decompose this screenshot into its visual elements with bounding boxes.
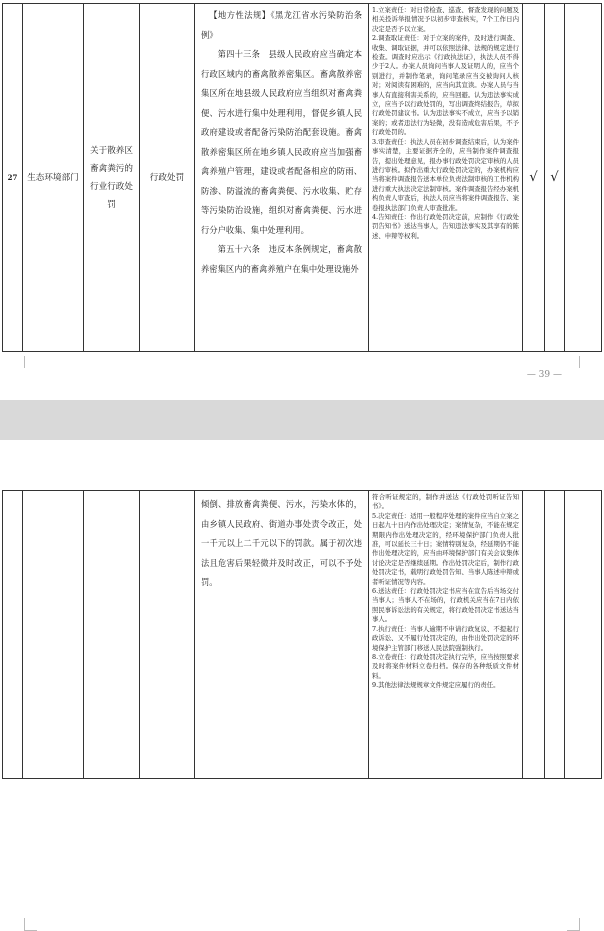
- check-cell-2: [545, 491, 565, 779]
- document-page-39: [0, 0, 604, 400]
- check-cell-1: [523, 491, 545, 779]
- page-number-text: — 39 —: [526, 370, 562, 380]
- duty-item: 1.立案责任：对日常检查、巡查、督查发现的问题及相关投诉举报情况予以初步审查核实，7个工作日内决定是否予以立案。: [372, 6, 519, 33]
- duty-item: 7.执行责任：当事人逾期不申请行政复议、不提起行政诉讼、又不履行处罚决定的，由作出处罚决定的环境保护主管部门移送人民法院强制执行。: [372, 624, 519, 652]
- duty-item: 5.决定责任：适用一般程序处理的案件应当自立案之日起九十日内作出处理决定；案情复杂，不能在规定期限内作出处理决定的，经环境保护部门负责人批准，可以延长三十日；案情特别复杂，经延期仍不能作出处理决定的，应当由环境保护部门有关会议集体讨论决定是否继续延期。作出处罚决定后，制作行政处罚决定书，载明行政处罚告知、当事人陈述申辩或者听证情况等内容。: [372, 511, 519, 586]
- crop-mark: [567, 918, 580, 931]
- duty-item: 6.送达责任：行政处罚决定书应当在宣告后当场交付当事人；当事人不在场的，行政机关应当在7日内依照民事诉讼法的有关规定，将行政处罚决定书送达当事人。: [372, 587, 519, 624]
- duty-item: 符合听证规定的，制作并送达《行政处罚听证告知书》。: [372, 493, 519, 511]
- responsibility-cell: [369, 491, 523, 779]
- responsibility-cell: [369, 4, 523, 352]
- power-type-cell: [140, 491, 195, 779]
- duty-item: 4.告知责任：作出行政处罚决定前，应制作《行政处罚告知书》送达当事人，告知违法事实及其享有的陈述、申辩等权利。: [372, 212, 519, 240]
- crop-mark: [567, 356, 580, 368]
- department-cell: [23, 491, 84, 779]
- document-page-40: [0, 440, 604, 779]
- duty-item: 3.审查责任：执法人员在初步调查结束后，认为案件事实清楚，主要证据齐全的，应当制作案件调查报告，提出处理意见，报办事行政处罚决定审核的人员进行审核。拟作出重大行政处罚决定的，办案机构应当将案件调查报告送本单位负责法制审核的工作机构进行重大执法决定法制审核。案件调查报告经办案机构负责人审查后，执法人员应当将案件调查报告、案卷报执法部门负责人审查批准。: [372, 137, 519, 212]
- item-name-cell: 关于散养区畜禽粪污的行业行政处罚: [84, 4, 140, 352]
- article-43: 第四十三条 县级人民政府应当确定本行政区域内的畜禽散养密集区。畜禽散养密集区所在地县级人民政府应当组织对畜禽粪便、污水进行集中处理利用，督促乡镇人民政府建设或者配备污染防治配套设施。畜禽散养密集区所在地乡镇人民政府应当加强畜禽养殖户管理，建设或者配备相应的防雨、防渗、防溢流的畜禽粪便、污水收集、贮存等污染防治设施，组织对畜禽粪便、污水进行分户收集、集中处理利用。: [201, 49, 362, 235]
- check-mark-2: √: [545, 4, 565, 352]
- remarks-cell: [565, 4, 602, 352]
- article-56-continued: 倾倒、排放畜禽粪便、污水，污染水体的，由乡镇人民政府、街道办事处责令改正，处一千元以上二千元以下的罚款。属于初次违法且危害后果轻微并及时改正，可以不予处罚。: [201, 499, 362, 587]
- department-cell: 生态环境部门: [23, 4, 84, 352]
- duty-item: 8.立卷责任：行政处罚决定执行完毕，应当按照要求及时将案件材料立卷归档。保存的各种纸质文件材料。: [372, 652, 519, 680]
- duty-item: 2.调查取证责任：对于立案的案件，及时进行调查、收集、调取证据，并可以依照法律、法规的规定进行检查。调查时应出示《行政执法证》，执法人员不得少于2人。办案人员询问当事人及证明人的，应当个别进行，并制作笔录，询问笔录应当交被询问人核对；对阅读有困难的，应当向其宣读。办案人员与当事人有直接利害关系的，应当回避。认为违法事实成立，应当予以行政处罚的，写出调查终结报告，草拟行政处罚建议书。认为违法事实不成立，应当予以销案的；或者违法行为轻微，没有造成危害后果，不予行政处罚的。: [372, 34, 519, 137]
- table-row: [3, 491, 602, 779]
- crop-mark: [24, 918, 37, 931]
- crop-mark: [24, 356, 37, 368]
- page-separator: [0, 400, 604, 440]
- remarks-cell: [565, 491, 602, 779]
- duty-item: 9.其他法律法规规章文件规定应履行的责任。: [372, 681, 500, 690]
- power-type-cell: 行政处罚: [140, 4, 195, 352]
- article-56: 第五十六条 违反本条例规定，畜禽散养密集区内的畜禽养殖户在集中处理设施外: [201, 244, 362, 274]
- row-index: [3, 491, 23, 779]
- table-row: [3, 4, 602, 352]
- legal-basis-cell: [195, 4, 369, 352]
- duty-table: [2, 3, 602, 352]
- check-mark-1: √: [523, 4, 545, 352]
- row-index: 27: [3, 4, 23, 352]
- legal-basis-cell: [195, 491, 369, 779]
- duty-table-continued: [2, 490, 602, 779]
- item-name-cell: [84, 491, 140, 779]
- law-title: 【地方性法规】《黑龙江省水污染防治条例》: [201, 10, 362, 40]
